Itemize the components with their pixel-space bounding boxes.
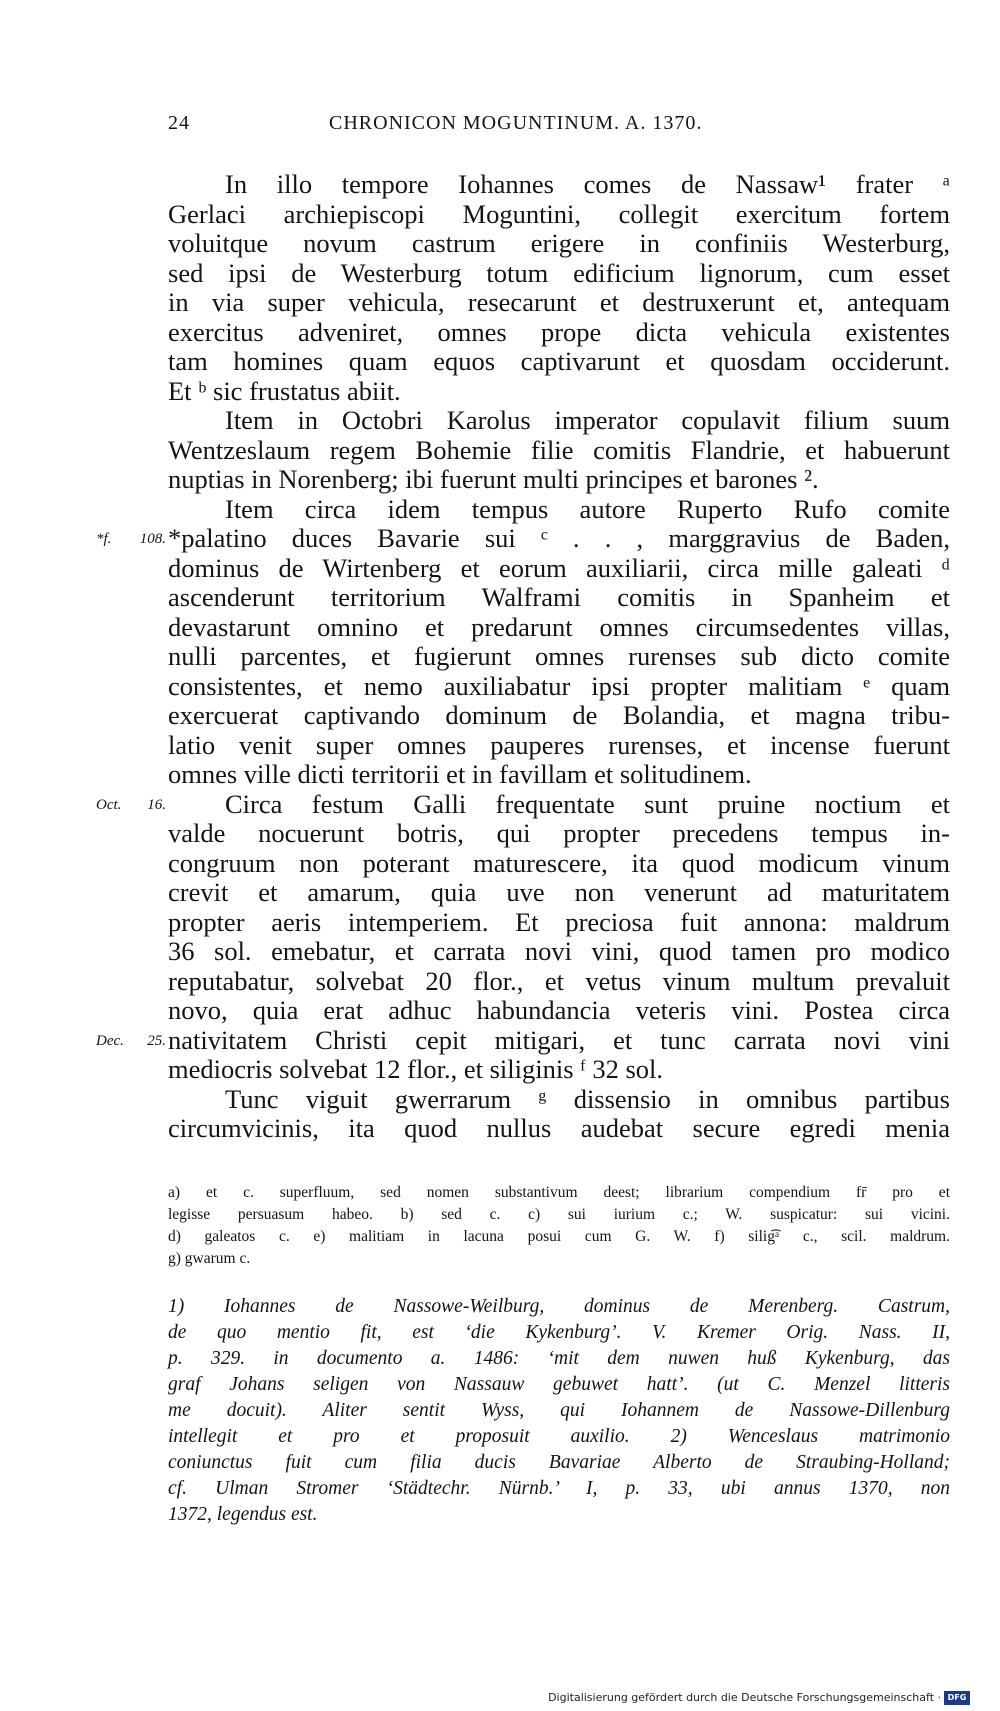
- footnotes: [168, 1294, 950, 1528]
- text-line: congruum non poterant maturescere, ita quod modicum vinum: [168, 847, 950, 878]
- text-line: nuptias in Norenberg; ibi fuerunt multi principes et barones ².: [168, 464, 819, 494]
- text-line-with-margin-note: [96, 788, 950, 820]
- footnote-line: 1372, legendus est.: [168, 1504, 318, 1525]
- apparatus-line: d) galeatos c. e) malitiam in lacuna posui cum G. W. f) silig͡ᵃ c., scil. maldrum.: [168, 1228, 950, 1245]
- text-line: consistentes, et nemo auxiliabatur ipsi propter malitiam ᵉ quam: [168, 670, 950, 701]
- footnote-line: intellegit et pro et proposuit auxilio. 2) Wenceslaus matrimonio: [168, 1426, 950, 1447]
- text-line: valde nocuerunt botris, qui propter precedens tempus in-: [168, 818, 950, 848]
- page-number: 24: [168, 112, 190, 134]
- text-line: 36 sol. emebatur, et carrata novi vini, quod tamen pro modico: [168, 936, 950, 966]
- footnote-line: p. 329. in documento a. 1486: ‘mit dem nuwen huß Kykenburg, das: [168, 1348, 950, 1369]
- text-line-with-margin-note: [96, 523, 950, 554]
- text-line: exercitus adveniret, omnes prope dicta vehicula existentes: [168, 316, 950, 347]
- text-line: in via super vehicula, resecarunt et destruxerunt et, antequam: [168, 287, 950, 317]
- text-line: In illo tempore Iohannes comes de Nassaw¹ frater ᵃ: [225, 169, 950, 199]
- text-line: Item in Octobri Karolus imperator copulavit filium suum: [225, 405, 950, 435]
- text-line-with-margin-note: [96, 1024, 950, 1056]
- text-line: devastarunt omnino et predarunt omnes circumsedentes villas,: [168, 611, 950, 642]
- text-line-content: nativitatem Christi cepit mitigari, et tunc carrata novi vini: [168, 1024, 950, 1055]
- text-line: propter aeris intemperiem. Et preciosa fuit annona: maldrum: [168, 906, 950, 937]
- text-line: Tunc viguit gwerrarum ᵍ dissensio in omnibus partibus: [225, 1083, 950, 1114]
- text-line: omnes ville dicti territorii et in favillam et solitudinem.: [168, 759, 752, 789]
- footnote-line: me docuit). Aliter sentit Wyss, qui Iohannem de Nassowe-Dillenburg: [168, 1400, 950, 1421]
- text-line: Et ᵇ sic frustatus abiit.: [168, 375, 401, 406]
- footnote-line: coniunctus fuit cum filia ducis Bavariae Alberto de Straubing-Holland;: [168, 1452, 950, 1473]
- text-line: tam homines quam equos captivarunt et quosdam occiderunt.: [168, 346, 950, 376]
- text-line: exercuerat captivando dominum de Bolandia, et magna tribu-: [168, 700, 950, 730]
- text-line: voluitque novum castrum erigere in confiniis Westerburg,: [168, 228, 950, 258]
- text-line: circumvicinis, ita quod nullus audebat secure egredi menia: [168, 1113, 950, 1143]
- text-line: latio venit super omnes pauperes rurenses, et incense fuerunt: [168, 729, 950, 760]
- running-title: CHRONICON MOGUNTINUM. A. 1370.: [329, 112, 703, 134]
- margin-note-date-oct: Oct. 16.: [96, 796, 166, 813]
- apparatus-line: g) gwarum c.: [168, 1250, 251, 1267]
- dfg-logo-icon: DFG: [944, 1691, 970, 1705]
- digitization-credit: [548, 1690, 970, 1706]
- footnote-line: 1) Iohannes de Nassowe-Weilburg, dominus de Merenberg. Castrum,: [168, 1296, 950, 1317]
- footnote-line: de quo mentio fit, est ‘die Kykenburg’. V. Kremer Orig. Nass. II,: [168, 1322, 950, 1343]
- apparatus-line: legisse persuasum habeo. b) sed c. c) sui iurium c.; W. suspicatur: sui vicini.: [168, 1206, 950, 1223]
- main-text: [96, 169, 950, 1144]
- text-line: ascenderunt territorium Walframi comitis in Spanheim et: [168, 582, 950, 612]
- page-header: [168, 112, 950, 142]
- text-line: crevit et amarum, quia uve non venerunt ad maturitatem: [168, 877, 950, 907]
- text-line: reputabatur, solvebat 20 flor., et vetus vinum multum prevaluit: [168, 965, 950, 996]
- text-line: novo, quia erat adhuc habundancia veteris vini. Postea circa: [168, 995, 950, 1025]
- text-line: nulli parcentes, et fugierunt omnes rurenses sub dicto comite: [168, 641, 950, 671]
- text-line-content: *palatino duces Bavarie sui ᶜ . . , marggravius de Baden,: [168, 523, 950, 553]
- footnote-line: graf Johans seligen von Nassauw gebuwet hatt’. (ut C. Menzel litteris: [168, 1374, 950, 1395]
- text-line-content: Circa festum Galli frequentate sunt pruine noctium et: [225, 788, 950, 819]
- margin-note-date-dec: Dec. 25.: [96, 1032, 166, 1049]
- text-line: dominus de Wirtenberg et eorum auxiliarii, circa mille galeati ᵈ: [168, 552, 950, 583]
- text-line: mediocris solvebat 12 flor., et siliginis ᶠ 32 sol.: [168, 1054, 663, 1084]
- margin-note-folio: *f. 108.: [96, 531, 166, 547]
- text-line: sed ipsi de Westerburg totum edificium lignorum, cum esset: [168, 257, 950, 288]
- critical-apparatus: [168, 1182, 950, 1270]
- text-line: Item circa idem tempus autore Ruperto Rufo comite: [225, 493, 950, 524]
- credit-text: Digitalisierung gefördert durch die Deutsche Forschungsgemeinschaft ·: [548, 1691, 941, 1704]
- footnote-line: cf. Ulman Stromer ‘Städtechr. Nürnb.’ I, p. 33, ubi annus 1370, non: [168, 1478, 950, 1499]
- apparatus-line: a) et c. superfluum, sed nomen substantivum deest; librarium compendium fr̄ pro et: [168, 1184, 950, 1201]
- text-line: Gerlaci archiepiscopi Moguntini, collegit exercitum fortem: [168, 198, 950, 229]
- text-line: Wentzeslaum regem Bohemie filie comitis Flandrie, et habuerunt: [168, 434, 950, 465]
